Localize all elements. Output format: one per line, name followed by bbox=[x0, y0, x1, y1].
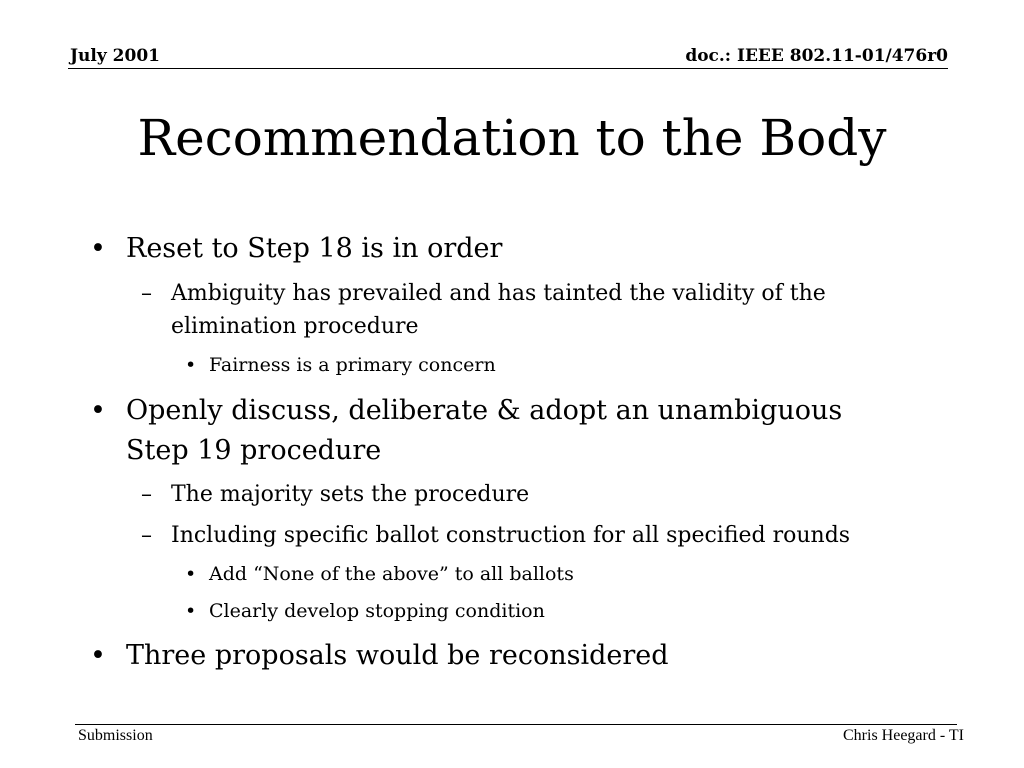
bullet-marker: • bbox=[185, 563, 197, 585]
sub-sub-bullet-text: Clearly develop stopping condition bbox=[209, 600, 545, 622]
sub-sub-bullet-text: Add “None of the above” to all ballots bbox=[209, 563, 574, 585]
footer-author: Chris Heegard - TI bbox=[843, 727, 964, 744]
bullet-openly-discuss bbox=[90, 391, 843, 431]
sub-sub-bullet-none-of-the-above bbox=[185, 556, 574, 592]
sub-bullet-majority bbox=[141, 478, 530, 511]
bullet-text: Reset to Step 18 is in order bbox=[126, 233, 503, 264]
header-doc-id: doc.: IEEE 802.11-01/476r0 bbox=[685, 46, 948, 66]
sub-bullet-text: Ambiguity has prevailed and has tainted the validity of the bbox=[171, 281, 826, 306]
sub-bullet-text: elimination procedure bbox=[171, 314, 419, 339]
sub-sub-bullet-stopping-condition bbox=[185, 593, 545, 629]
sub-bullet-text: Including specific ballot construction for all specified rounds bbox=[171, 523, 851, 548]
header-date: July 2001 bbox=[70, 46, 160, 66]
bullet-marker: • bbox=[185, 600, 197, 622]
bullet-openly-discuss-continued bbox=[126, 431, 381, 471]
dash-marker: – bbox=[141, 281, 152, 306]
bullet-marker: • bbox=[185, 354, 197, 376]
sub-bullet-ambiguity bbox=[141, 277, 826, 310]
bullet-three-proposals bbox=[90, 636, 669, 676]
sub-sub-bullet-fairness bbox=[185, 347, 496, 383]
footer-submission: Submission bbox=[78, 727, 153, 744]
dash-marker: – bbox=[141, 523, 152, 548]
bullet-text: Openly discuss, deliberate & adopt an unambiguous bbox=[126, 395, 843, 426]
dash-marker: – bbox=[141, 482, 152, 507]
bullet-text: Three proposals would be reconsidered bbox=[126, 640, 669, 671]
bullet-reset-step-18 bbox=[90, 229, 503, 269]
footer-rule bbox=[75, 724, 957, 725]
bullet-marker: • bbox=[90, 395, 106, 426]
slide-title: Recommendation to the Body bbox=[137, 109, 887, 167]
bullet-text: Step 19 procedure bbox=[126, 435, 382, 466]
sub-bullet-ambiguity-continued bbox=[171, 310, 419, 343]
bullet-marker: • bbox=[90, 640, 106, 671]
sub-bullet-text: The majority sets the procedure bbox=[171, 482, 530, 507]
sub-bullet-ballot-construction bbox=[141, 519, 851, 552]
bullet-marker: • bbox=[90, 233, 106, 264]
sub-sub-bullet-text: Fairness is a primary concern bbox=[209, 354, 496, 376]
